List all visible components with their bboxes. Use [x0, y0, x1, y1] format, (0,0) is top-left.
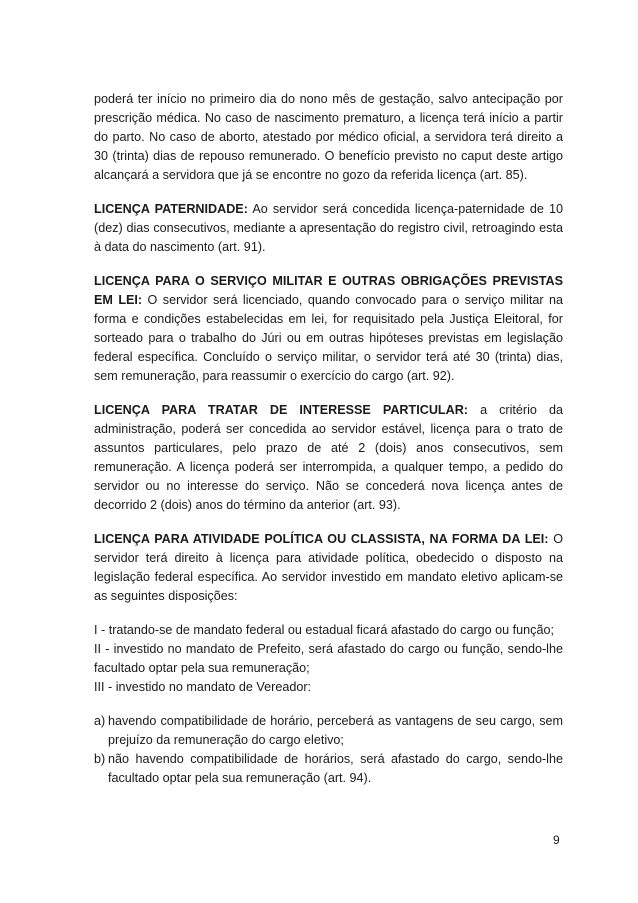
- list-item-roman-3: III - investido no mandato de Vereador:: [94, 680, 312, 694]
- list-marker: a): [94, 714, 106, 728]
- page-number: 9: [553, 833, 560, 847]
- list-text: havendo compatibilidade de horário, perceberá as vantagens de seu cargo, sem prejuízo da remuneração do cargo eletivo;: [108, 714, 563, 747]
- section-text: Ao servidor será concedida licença-paternidade de 10 (dez) dias consecutivos, mediante a apresentação do registro civil, retroagindo esta à data do nascimento (art. 91).: [94, 202, 563, 254]
- section-text: a critério da administração, poderá ser concedida ao servidor estável, licença para o trato de assuntos particulares, pelo prazo de até 2 (dois) anos consecutivos, sem remuneração. A licença poderá ser interrompida, a qualquer tempo, a pedido do servidor ou no interesse do serviço. Não se concederá nova licença antes de decorrido 2 (dois) anos do término da anterior (art. 93).: [94, 403, 563, 512]
- section-text: O servidor terá direito à licença para atividade política, obedecido o disposto na legislação federal específica. Ao servidor investido em mandato eletivo aplicam-se as seguintes disposições:: [94, 532, 563, 603]
- list-marker: b): [94, 752, 106, 766]
- section-heading: LICENÇA PARA TRATAR DE INTERESSE PARTICULAR:: [94, 403, 468, 417]
- section-heading: LICENÇA PATERNIDADE:: [94, 202, 248, 216]
- section-licenca-interesse-particular: [94, 401, 563, 515]
- section-licenca-servico-militar: [94, 272, 563, 386]
- section-text: O servidor será licenciado, quando convocado para o serviço militar na forma e condições estabelecidas em lei, for requisitado pela Justiça Eleitoral, for sorteado para o trabalho do Júri ou em outras hipóteses previstas em legislação federal específica. Concluído o serviço militar, o servidor terá até 30 (trinta) dias, sem remuneração, para reassumir o exercício do cargo (art. 92).: [94, 293, 564, 383]
- section-licenca-atividade-politica: [94, 530, 563, 606]
- page-content: [94, 90, 563, 788]
- list-item-alpha-a: [94, 712, 563, 750]
- paragraph-maternidade-continuation: poderá ter início no primeiro dia do nono mês de gestação, salvo antecipação por prescrição médica. No caso de nascimento prematuro, a licença terá início a partir do parto. No caso de aborto, atestado por médico oficial, a servidora terá direito a 30 (trinta) dias de repouso remunerado. O benefício previsto no caput deste artigo alcançará a servidora que já se encontre no gozo da referida licença (art. 85).: [94, 92, 563, 182]
- spacer: [94, 697, 563, 712]
- list-item-alpha-b: [94, 750, 563, 788]
- list-item-roman-2: II - investido no mandato de Prefeito, será afastado do cargo ou função, sendo-lhe facultado optar pela sua remuneração;: [94, 642, 563, 675]
- section-licenca-paternidade: [94, 200, 563, 257]
- section-heading: LICENÇA PARA ATIVIDADE POLÍTICA OU CLASSISTA, NA FORMA DA LEI:: [94, 532, 549, 546]
- list-item-roman-1: I - tratando-se de mandato federal ou estadual ficará afastado do cargo ou função;: [94, 623, 554, 637]
- section-heading: LICENÇA PARA O SERVIÇO MILITAR E OUTRAS OBRIGAÇÕES PREVISTAS EM LEI:: [94, 274, 563, 307]
- list-text: não havendo compatibilidade de horários, será afastado do cargo, sendo-lhe facultado optar pela sua remuneração (art. 94).: [108, 752, 563, 785]
